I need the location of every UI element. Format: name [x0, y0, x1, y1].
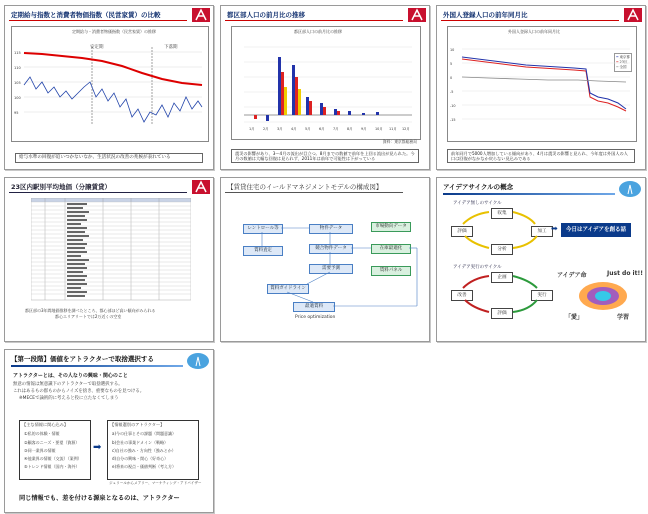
cycle1-process: 加工 — [531, 226, 553, 237]
chart-plot — [232, 27, 420, 139]
svg-text:105: 105 — [14, 81, 21, 85]
slide-land-price-table[interactable] — [4, 177, 214, 342]
svg-text:2月: 2月 — [263, 127, 269, 131]
svg-text:5月: 5月 — [305, 127, 311, 131]
title-underline — [9, 192, 187, 193]
attractor-item-c: c)自社の強み・方向性（強みとか） — [112, 448, 176, 453]
info-sources-box — [19, 420, 91, 480]
attractor-heading: アトラクターとは、その人なりの興味・関心のこと — [13, 373, 128, 379]
slide-title: 【第一段階】価値をアトラクターで取捨選択する — [11, 355, 154, 363]
svg-text:10: 10 — [450, 48, 455, 52]
slide-yield-management[interactable] — [220, 177, 430, 342]
flow-label: Price optimization — [295, 315, 336, 320]
chart-title: 都区部人口の前月比の推移 — [294, 29, 342, 34]
slide-title: 都区部人口の前月比の推移 — [227, 11, 305, 19]
learn-label: 学習 — [617, 314, 630, 321]
info-item-4: ④他業界の情報（交流）（案例） — [24, 456, 82, 461]
chart-title: 外国人登録人口の前年同月比 — [508, 29, 560, 34]
slide-idea-cycle[interactable] — [436, 177, 646, 342]
attractor-title: 【情報選別のアトラクター】 — [110, 422, 165, 427]
caption-line2: 都心エリアリートでは2万近くの空室 — [55, 314, 122, 319]
info-item-2: ②顧客のニーズ・要望（資源） — [24, 440, 80, 445]
svg-text:95: 95 — [14, 111, 19, 115]
cycle2-plan: 企画 — [491, 272, 513, 283]
slide-title: 【賃貸住宅のイールドマネジメントモデルの構成図】 — [227, 183, 383, 191]
title-underline — [9, 20, 187, 21]
title-underline — [443, 193, 615, 195]
flow-box-competitor: 競合物件データ — [309, 244, 353, 254]
slide-caption: 給与水準の回復が追いつかないなか、生活状況の改善の兆候が表れている — [15, 153, 203, 163]
slide-caption: 前年同月で5000人増加している傾向があり、4月は震災の影響と見られ、今年度は外国人の人口は回復がなかなか戻らない見込みである — [447, 149, 635, 163]
desc-line-3: ※MECEで論術的に考えると役に立たなくてしまう — [19, 396, 119, 401]
attractor-item-b: b)会社の事業ドメイン（戦略） — [112, 440, 168, 445]
svg-text:11月: 11月 — [389, 127, 397, 131]
flow-box-forecast: 需要予測 — [309, 264, 353, 274]
arrow-right-icon: ➡ — [93, 442, 102, 453]
flow-box-inventory: 在庫最適化 — [371, 244, 411, 254]
slide-title: 定期給与指数と消費者物価指数（民営家賃）の比較 — [11, 11, 161, 19]
cycle2-label: アイデア実行のサイクル — [453, 265, 502, 270]
flow-box-rentroll: レントロール等 — [243, 224, 283, 234]
svg-text:0: 0 — [450, 76, 453, 80]
slide-attractor[interactable] — [4, 349, 214, 513]
cycle1-analyze: 分析 — [491, 244, 513, 255]
x-tick-1: 1月 — [249, 127, 255, 131]
flow-box-guideline: 賃料ガイドライン — [267, 284, 309, 294]
source-note: 資料：東京都総務局 — [382, 139, 417, 144]
attractor-item-a: a)今の仕事とその課題（問題意識） — [112, 431, 177, 436]
slide-title: 23区内駅別平均地価（分譲賃貸） — [11, 183, 112, 191]
logo-icon — [624, 8, 642, 22]
flow-box-panel: 賃料パネル — [371, 266, 411, 276]
line-chart — [447, 26, 637, 142]
svg-text:4月: 4月 — [291, 127, 297, 131]
anno-decline: 下落期 — [164, 45, 178, 50]
legend-3: 全国 — [619, 65, 627, 69]
slide-caption: 震災の影響があり、3〜4月の流出が目立つ。8月までの数値で前年を上回る流出が見られた。今月の数値は大幅な回復は見られず、2011年は前年で可能性は下がっている — [231, 149, 419, 163]
title-underline — [11, 365, 183, 367]
attractor-item-d: d)自分の興味・関心（好奇心） — [112, 456, 169, 461]
svg-text:8月: 8月 — [347, 127, 353, 131]
info-item-1: ①私的の体験・情報 — [24, 431, 60, 436]
title-underline — [441, 20, 619, 21]
cycle1-collect: 収集 — [491, 208, 513, 219]
title-underline — [225, 192, 403, 193]
bar-chart — [231, 26, 421, 140]
svg-text:3月: 3月 — [277, 127, 283, 131]
svg-text:10月: 10月 — [375, 127, 383, 131]
slide-title: アイデアサイクルの概念 — [443, 183, 514, 191]
svg-text:9月: 9月 — [361, 127, 367, 131]
cycle1-label: アイデア無しのサイクル — [453, 201, 502, 206]
flow-box-property: 物件データ — [309, 224, 353, 234]
line-chart — [11, 26, 209, 142]
svg-text:-15: -15 — [450, 118, 456, 122]
data-table — [31, 198, 191, 303]
desc-line-1: 無意の情報は無意識下のアトラクターで取捨選択する。 — [13, 382, 123, 387]
just-do-it: Just do it!! — [607, 270, 643, 277]
svg-text:-10: -10 — [450, 104, 456, 108]
svg-text:12月: 12月 — [402, 127, 410, 131]
cycle2-improve: 改善 — [451, 290, 473, 301]
anno-stable: 安定期 — [90, 45, 104, 50]
flow-box-market: 市場動向データ — [371, 222, 411, 232]
slide-salary-index[interactable] — [4, 5, 214, 170]
svg-text:100: 100 — [14, 96, 21, 100]
info-item-5: ⑤トレンド情報（国内・海外） — [24, 464, 80, 469]
island-icon — [186, 352, 210, 370]
svg-text:115: 115 — [14, 51, 21, 55]
footnote: ジュリールからメアリー、マーケティング・アドバイザー — [109, 481, 202, 485]
title-underline — [225, 20, 403, 21]
info-sources-title: 【主な情報に関心込み】 — [22, 422, 69, 427]
svg-text:7月: 7月 — [333, 127, 339, 131]
idea-label: アイデア命 — [557, 272, 587, 279]
svg-text:-5: -5 — [450, 90, 454, 94]
slide-title: 外国人登録人口の前年同月比 — [443, 11, 528, 19]
slide-population-change[interactable] — [220, 5, 430, 170]
highlight-box: 今日はアイデアを創る話 — [561, 223, 631, 237]
footer-message: 同じ情報でも、差を付ける源泉となるのは、アトラクター — [19, 495, 180, 502]
flow-box-assessment: 賃料査定 — [243, 246, 283, 256]
logo-icon — [408, 8, 426, 22]
chart-plot — [12, 27, 208, 141]
slide-foreign-population[interactable] — [436, 5, 646, 170]
cycle2-evaluate: 評価 — [491, 308, 513, 319]
flow-box-optimal: 最適賃料 — [293, 302, 335, 312]
cycle1-evaluate: 評価 — [451, 226, 473, 237]
svg-text:110: 110 — [14, 66, 21, 70]
arrow-right-icon: ➡ — [551, 224, 558, 233]
attractor-item-e: e)将来の視点・価値判断（考え方） — [112, 464, 177, 469]
attractor-box — [107, 420, 199, 480]
chart-legend: ━ 東京都 ━ 23区 ━ 全国 — [614, 53, 632, 72]
caption-line1: 都区部の3年間地価推移を調べたところ、都心部ほど高い傾向がみられる — [25, 308, 156, 313]
legend-1: 東京都 — [619, 55, 630, 59]
logo-icon — [192, 8, 210, 22]
svg-text:5: 5 — [450, 62, 453, 66]
info-item-3: ③同一業界の情報 — [24, 448, 56, 453]
chart-title: 定期給与・消費者物価指数（民営家賃）の推移 — [72, 29, 156, 34]
cycle2-execute: 実行 — [531, 290, 553, 301]
svg-text:6月: 6月 — [319, 127, 325, 131]
legend-2: 23区 — [619, 60, 628, 64]
ai-label: 「愛」 — [565, 314, 584, 321]
island-icon — [618, 180, 642, 198]
chart-plot — [448, 27, 636, 141]
logo-icon — [192, 180, 210, 194]
desc-line-2: これはあるもの群ものからノイズを捨き、重要なものを見つける。 — [13, 389, 145, 394]
